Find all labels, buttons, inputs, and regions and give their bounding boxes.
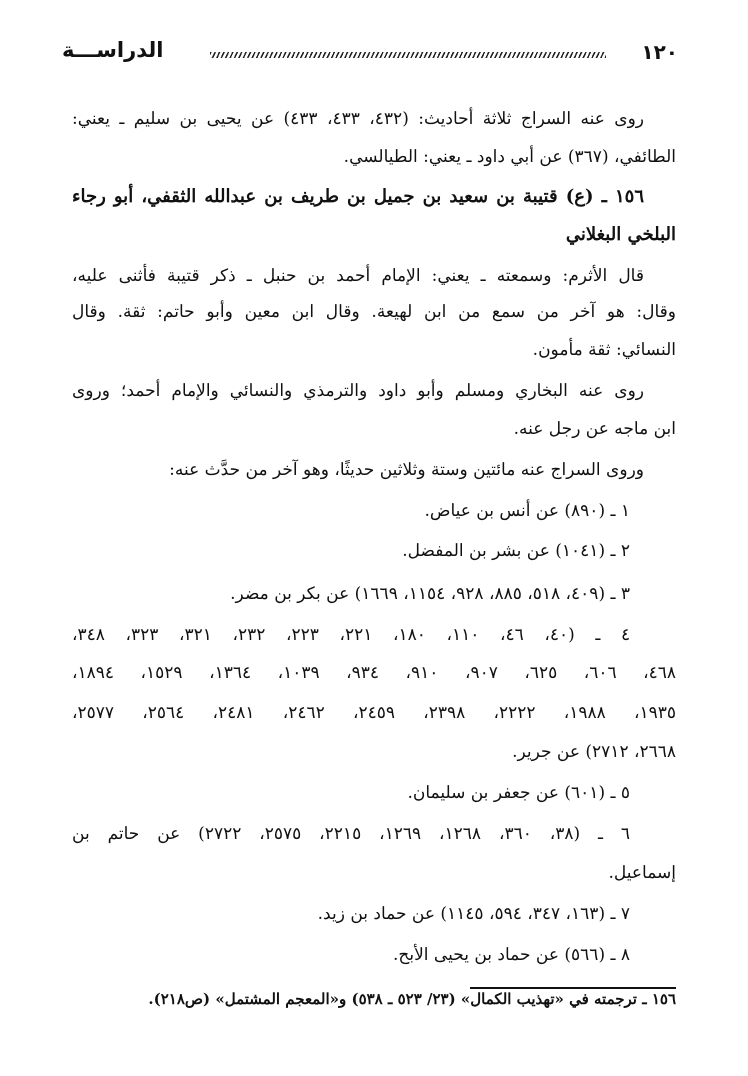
entry-heading: البلخي البغلاني xyxy=(565,224,676,245)
list-item: ٥ ـ (٦٠١) عن جعفر بن سليمان. xyxy=(407,783,630,803)
list-item-continuation: إسماعيل. xyxy=(608,863,676,883)
list-item-continuation: ٢٦٦٨، ٢٧١٢) عن جرير. xyxy=(512,742,676,762)
paragraph-line: الطائفي، (٣٦٧) عن أبي داود ـ يعني: الطيالسي. xyxy=(343,147,676,167)
page-number: ١٢٠ xyxy=(641,40,678,64)
header-divider xyxy=(210,52,606,58)
running-title: الدراســـة xyxy=(62,38,164,62)
list-item: ٨ ـ (٥٦٦) عن حماد بن يحيى الأبح. xyxy=(393,945,630,965)
footnote: ١٥٦ ـ ترجمته في «تهذيب الكمال» (٢٣/ ٥٢٣ ـ ٥٣٨) و«المعجم المشتمل» (ص٢١٨). xyxy=(148,990,676,1008)
list-item-continuation: ١٩٣٥، ١٩٨٨، ٢٢٢٢، ٢٣٩٨، ٢٤٥٩، ٢٤٦٢، ٢٤٨١، ٢٥٦٤، ٢٥٧٧، xyxy=(72,703,677,723)
list-item-continuation: ٤٦٨، ٦٠٦، ٦٢٥، ٩٠٧، ٩١٠، ٩٣٤، ١٠٣٩، ١٣٦٤، ١٥٢٩، ١٨٩٤، xyxy=(72,663,677,683)
list-item: ٦ ـ (٣٨، ٣٦٠، ١٢٦٨، ١٢٦٩، ٢٢١٥، ٢٥٧٥، ٢٧٢٢) عن حاتم بن xyxy=(72,824,631,844)
paragraph-line: وقال: هو آخر من سمع من ابن لهيعة. وقال ابن معين وأبو حاتم: ثقة. وقال xyxy=(72,302,676,322)
list-item: ٤ ـ (٤٠، ٤٦، ١١٠، ١٨٠، ٢٢١، ٢٢٣، ٢٣٢، ٣٢١، ٣٢٣، ٣٤٨، xyxy=(72,625,631,645)
list-item: ٢ ـ (١٠٤١) عن بشر بن المفضل. xyxy=(402,541,630,561)
paragraph-line: روى عنه البخاري ومسلم وأبو داود والترمذي والنسائي والإمام أحمد؛ وروى xyxy=(72,381,644,401)
paragraph-line: وروى السراج عنه مائتين وستة وثلاثين حديثًا، وهو آخر من حدَّث عنه: xyxy=(169,460,644,480)
list-item: ٧ ـ (١٦٣، ٣٤٧، ٥٩٤، ١١٤٥) عن حماد بن زيد. xyxy=(317,904,630,924)
entry-heading: ١٥٦ ـ (ع) قتيبة بن سعيد بن جميل بن طريف بن عبدالله الثقفي، أبو رجاء xyxy=(72,186,644,207)
paragraph-line: قال الأثرم: وسمعته ـ يعني: الإمام أحمد بن حنبل ـ ذكر قتيبة فأثنى عليه، xyxy=(72,266,644,286)
list-item: ١ ـ (٨٩٠) عن أنس بن عياض. xyxy=(424,501,630,521)
paragraph-line: ابن ماجه عن رجل عنه. xyxy=(513,419,676,439)
list-item: ٣ ـ (٤٠٩، ٥١٨، ٨٨٥، ٩٢٨، ١١٥٤، ١٦٦٩) عن بكر بن مضر. xyxy=(230,584,630,604)
page-header xyxy=(62,38,678,70)
paragraph-line: النسائي: ثقة مأمون. xyxy=(532,340,676,360)
paragraph-line: روى عنه السراج ثلاثة أحاديث: (٤٣٢، ٤٣٣، ٤٣٣) عن يحيى بن سليم ـ يعني: xyxy=(72,109,645,129)
